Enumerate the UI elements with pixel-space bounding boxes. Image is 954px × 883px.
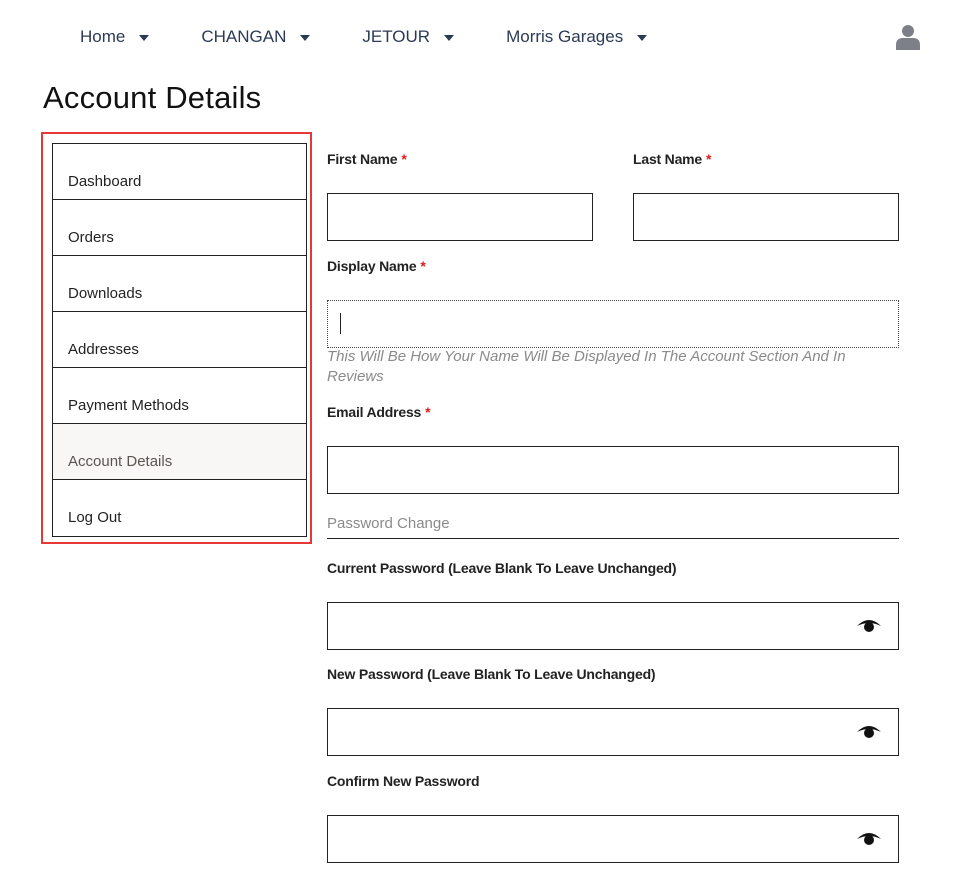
sidebar-item-orders[interactable]: Orders [53,200,306,256]
nav-item-jetour[interactable] [362,27,454,47]
eye-icon[interactable] [856,618,882,634]
nav-item-label: CHANGAN [201,27,287,46]
last-name-label [633,151,711,167]
last-name-input[interactable] [633,193,899,241]
top-nav [80,24,699,50]
display-name-input[interactable] [327,300,899,348]
first-name-label-text: First Name [327,151,398,167]
eye-icon[interactable] [856,831,882,847]
eye-icon[interactable] [856,724,882,740]
new-password-input[interactable] [327,708,899,756]
required-mark: * [706,151,712,167]
display-name-label-text: Display Name [327,258,417,274]
sidebar-item-dashboard[interactable]: Dashboard [53,144,306,200]
caret-down-icon [444,35,454,41]
caret-down-icon [637,35,647,41]
nav-item-home[interactable] [80,27,149,47]
nav-item-label: Morris Garages [506,27,624,46]
sidebar-item-account-details[interactable]: Account Details [53,424,306,480]
password-section-divider [327,538,899,539]
page-title: Account Details [43,80,262,115]
nav-item-changan[interactable] [201,27,310,47]
first-name-input[interactable] [327,193,593,241]
caret-down-icon [300,35,310,41]
required-mark: * [420,258,426,274]
sidebar-item-addresses[interactable]: Addresses [53,312,306,368]
confirm-password-label: Confirm New Password [327,773,480,789]
last-name-label-text: Last Name [633,151,703,167]
required-mark: * [401,151,407,167]
new-password-label: New Password (Leave Blank To Leave Unchanged) [327,666,656,682]
first-name-label [327,151,407,167]
sidebar-item-log-out[interactable]: Log Out [68,509,122,526]
display-name-label [327,258,426,274]
nav-item-label: Home [80,27,126,46]
current-password-label: Current Password (Leave Blank To Leave Unchanged) [327,560,677,576]
email-label [327,404,430,420]
text-cursor [340,313,341,334]
email-label-text: Email Address [327,404,422,420]
confirm-password-input[interactable] [327,815,899,863]
account-sidebar [52,143,307,537]
password-change-heading: Password Change [327,515,450,532]
user-icon[interactable] [896,24,920,50]
caret-down-icon [139,35,149,41]
display-name-hint: This Will Be How Your Name Will Be Displayed In The Account Section And In Reviews [327,348,846,385]
nav-item-label: JETOUR [362,27,431,46]
required-mark: * [425,404,431,420]
current-password-input[interactable] [327,602,899,650]
sidebar-item-downloads[interactable]: Downloads [53,256,306,312]
sidebar-item-payment-methods[interactable]: Payment Methods [53,368,306,424]
nav-item-morris-garages[interactable] [506,27,647,47]
email-input[interactable] [327,446,899,494]
